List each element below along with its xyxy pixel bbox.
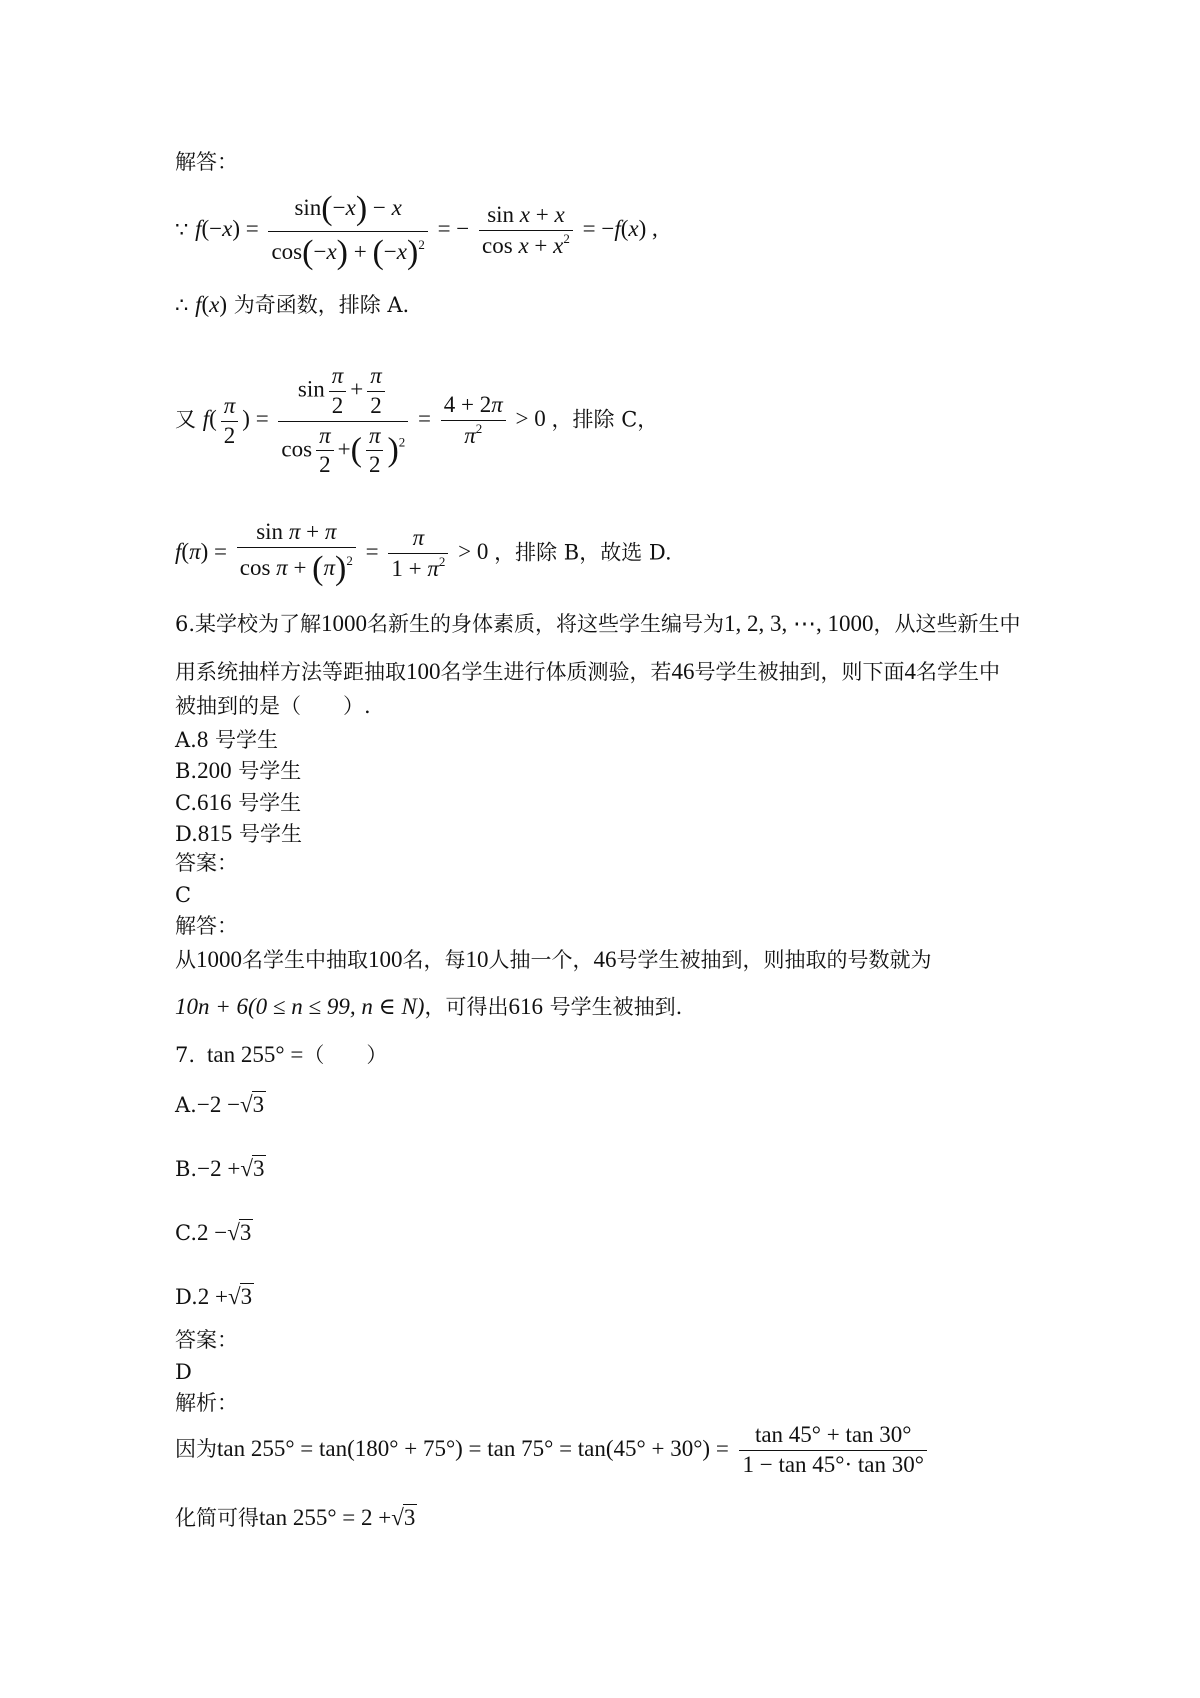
q7-simplify-line: 化简可得tan 255° = 2 +√3 bbox=[175, 1505, 416, 1530]
sqrt-radicand: 3 bbox=[239, 1220, 252, 1245]
sqrt-radicand: 3 bbox=[252, 1092, 265, 1117]
q6-number: 100 bbox=[406, 659, 441, 684]
q7-analysis-label: 解析： bbox=[175, 1391, 238, 1415]
q7-option-b: B.−2 +√3 bbox=[175, 1156, 265, 1181]
q6-text: 名学生中 bbox=[916, 660, 1000, 684]
odd-function-derivation: ∵ f(−x) = $\frac{\sin(-x) - x}{\cos(-x) + (-x)^2}$ = − $\frac{\text{sin x + x}}{\cos x + x^2}$ = −f(x) , bbox=[175, 188, 658, 274]
q6-stem-line-2 bbox=[175, 660, 1000, 683]
q6-sequence: 1, 2, 3, ⋯, 1000 bbox=[724, 611, 874, 636]
q6-option-b: B.200 号学生 bbox=[175, 758, 302, 783]
fraction-numerator: tan 45° + tan 30° bbox=[754, 1422, 912, 1447]
q6-option-c: C.616 号学生 bbox=[175, 790, 302, 815]
q6-solution-line-2: 10n + 6(0 ≤ n ≤ 99, n ∈ N)，可得出616 号学生被抽到. bbox=[175, 994, 683, 1019]
f-pi-half-derivation: 又 f( $\frac{\pi}{2}$ ) = sin $\frac{\pi}{2}$ + $\frac{\pi}{2}$ cos $\frac{\pi}{2}$ +( $\frac{\pi}{2}$ )$^2$ = $\frac{4 + 2\pi}{\pi^2}$ > 0 ，排除 C， bbox=[175, 362, 658, 480]
q6-solution-line-1: 从1000名学生中抽取100名，每10人抽一个，46号学生被抽到，则抽取的号数就为 bbox=[175, 947, 932, 972]
q6-number: 46 bbox=[671, 659, 695, 684]
q6-option-d: D.815 号学生 bbox=[175, 821, 302, 846]
odd-text: 为奇函数，排除 A. bbox=[233, 293, 410, 317]
q6-text: 号学生被抽到，则下面 bbox=[694, 660, 905, 684]
q6-text: 6.某学校为了解 bbox=[175, 612, 322, 636]
q6-text: 名新生的身体素质，将这些学生编号为 bbox=[367, 612, 725, 636]
odd-function-conclusion: ∴ f(x) 为奇函数，排除 A. bbox=[175, 292, 410, 317]
sqrt-radicand: 3 bbox=[240, 1284, 253, 1309]
again-text: 又 bbox=[175, 407, 196, 432]
q7-analysis-equation: 因为tan 255° = tan(180° + 75°) = tan 75° = tan(45° + 30°) = $\frac{\tan 45^\circ + \tan 30^\circ}{1 - \tan 45^\circ\cdot \tan 30^\circ}$ bbox=[175, 1421, 931, 1480]
q6-option-a: A.8 号学生 bbox=[175, 727, 279, 752]
q7-option-d: D.2 +√3 bbox=[175, 1284, 253, 1309]
q6-stem-line-1 bbox=[175, 612, 1021, 635]
q6-answer-value: C bbox=[175, 883, 192, 907]
because-symbol: ∵ bbox=[175, 217, 189, 242]
q6-solution-label: 解答： bbox=[175, 914, 238, 938]
solution-label: 解答： bbox=[175, 150, 238, 174]
q7-option-a: A.−2 −√3 bbox=[175, 1092, 265, 1117]
q6-text: 名学生进行体质测验，若 bbox=[440, 660, 672, 684]
q7-option-c: C.2 −√3 bbox=[175, 1220, 252, 1245]
sqrt-radicand: 3 bbox=[403, 1505, 416, 1530]
q7-stem: 7. tan 255° =（ ） bbox=[175, 1042, 388, 1067]
q6-answer-label: 答案： bbox=[175, 851, 238, 875]
q6-number: 1000 bbox=[321, 611, 368, 636]
exclude-c-text: ，排除 C， bbox=[551, 407, 659, 432]
q6-stem-line-3: 被抽到的是（ ）. bbox=[175, 694, 371, 718]
q6-text: 用系统抽样方法等距抽取 bbox=[175, 660, 406, 684]
exclude-bd-text: ，排除 B，故选 D. bbox=[494, 540, 672, 565]
q6-text: ，从这些新生中 bbox=[873, 612, 1021, 636]
q6-number: 4 bbox=[904, 659, 916, 684]
q7-answer-value: D bbox=[175, 1360, 192, 1384]
fraction-denominator: 1 − tan 45°· tan 30° bbox=[739, 1450, 926, 1480]
sqrt-radicand: 3 bbox=[252, 1156, 265, 1181]
therefore-symbol: ∴ bbox=[175, 293, 189, 317]
f-pi-derivation: f(π) = $\frac{\text{sin π + π}}{\cos \pi + (\pi)^2}$ = $\frac{\pi}{1 + \pi^2}$ > 0 ，排除 B，故选 D. bbox=[175, 518, 672, 590]
q7-answer-label: 答案： bbox=[175, 1328, 238, 1352]
q6-formula: 10n + 6(0 ≤ n ≤ 99, n ∈ N) bbox=[175, 994, 425, 1019]
